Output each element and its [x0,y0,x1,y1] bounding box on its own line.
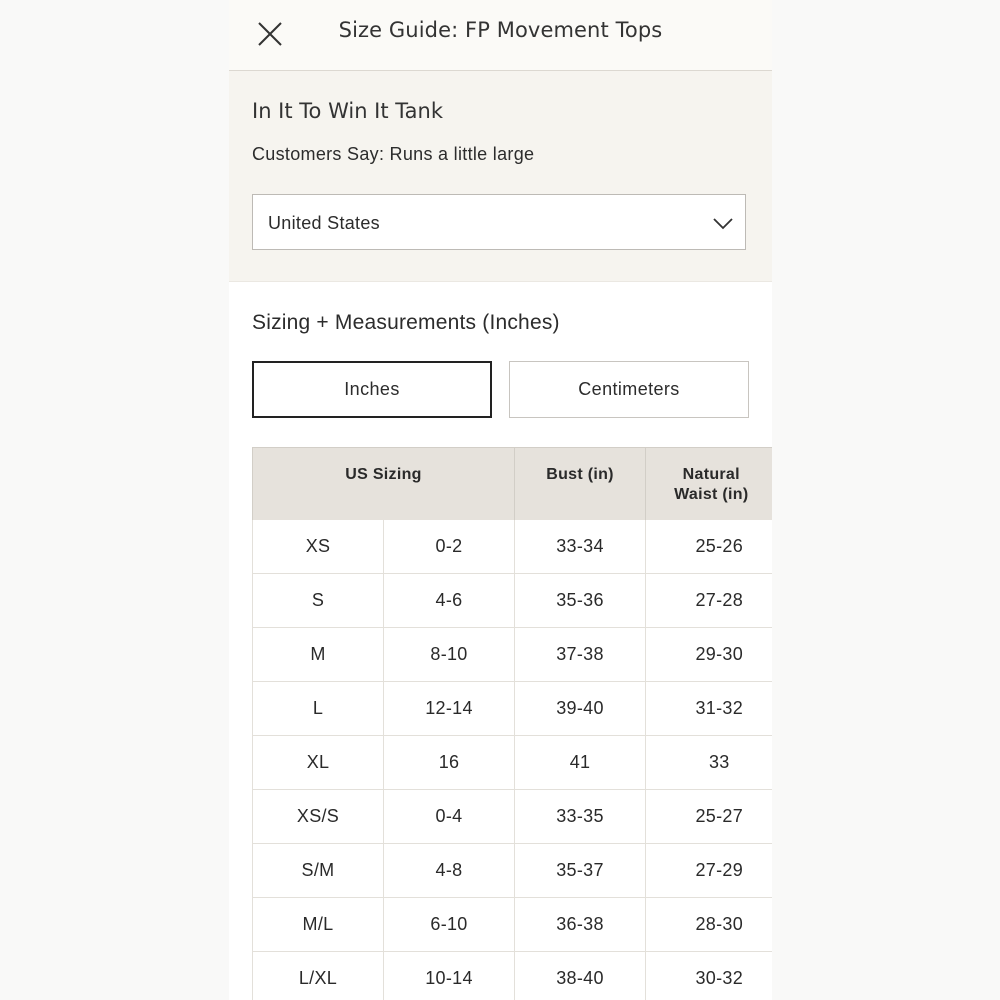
bust-cell: 37-38 [515,628,646,682]
us-size-cell: 6-10 [384,898,515,952]
table-row [253,898,773,952]
size-label-cell: S/M [253,844,384,898]
bust-cell: 35-37 [515,844,646,898]
size-label-cell: XL [253,736,384,790]
table-row [253,574,773,628]
bust-cell: 41 [515,736,646,790]
bust-cell: 39-40 [515,682,646,736]
waist-cell: 27-29 [646,844,772,898]
product-info [229,71,772,281]
us-size-cell: 4-8 [384,844,515,898]
us-size-cell: 0-2 [384,520,515,574]
measurements-section [229,282,772,1000]
waist-cell: 33 [646,736,772,790]
table-row [253,952,773,1000]
size-label-cell: XS [253,520,384,574]
size-label-cell: XS/S [253,790,384,844]
size-label-cell: M/L [253,898,384,952]
us-size-cell: 16 [384,736,515,790]
table-row [253,628,773,682]
us-size-cell: 4-6 [384,574,515,628]
page-title: Size Guide: FP Movement Tops [338,18,663,42]
bust-cell: 35-36 [515,574,646,628]
bust-cell: 33-35 [515,790,646,844]
table-header-row [253,448,773,521]
waist-cell: 28-30 [646,898,772,952]
size-label-cell: L/XL [253,952,384,1000]
size-label-cell: M [253,628,384,682]
us-size-cell: 10-14 [384,952,515,1000]
country-select-value: United States [268,213,380,233]
country-select[interactable] [252,194,746,250]
bust-header: Bust (in) [515,448,646,521]
measurements-title: Sizing + Measurements (Inches) [252,311,560,334]
size-label-cell: L [253,682,384,736]
us-size-cell: 8-10 [384,628,515,682]
size-label-cell: S [253,574,384,628]
us-size-cell: 12-14 [384,682,515,736]
bust-cell: 38-40 [515,952,646,1000]
waist-cell: 25-27 [646,790,772,844]
bust-cell: 33-34 [515,520,646,574]
us-sizing-header: US Sizing [253,448,515,521]
centimeters-button[interactable]: Centimeters [509,361,749,418]
waist-cell: 29-30 [646,628,772,682]
table-row [253,682,773,736]
table-row [253,736,773,790]
waist-cell: 30-32 [646,952,772,1000]
inches-button[interactable]: Inches [252,361,492,418]
table-row [253,790,773,844]
size-guide-panel [229,0,772,1000]
product-name: In It To Win It Tank [252,99,443,123]
natural-waist-header: Natural Waist (in) [646,448,772,521]
waist-cell: 27-28 [646,574,772,628]
size-table [252,447,772,1000]
size-guide-header [229,0,772,71]
bust-cell: 36-38 [515,898,646,952]
chevron-down-icon [711,211,735,235]
waist-cell: 31-32 [646,682,772,736]
waist-cell: 25-26 [646,520,772,574]
table-row [253,844,773,898]
fit-note: Customers Say: Runs a little large [252,144,535,164]
us-size-cell: 0-4 [384,790,515,844]
table-row [253,520,773,574]
